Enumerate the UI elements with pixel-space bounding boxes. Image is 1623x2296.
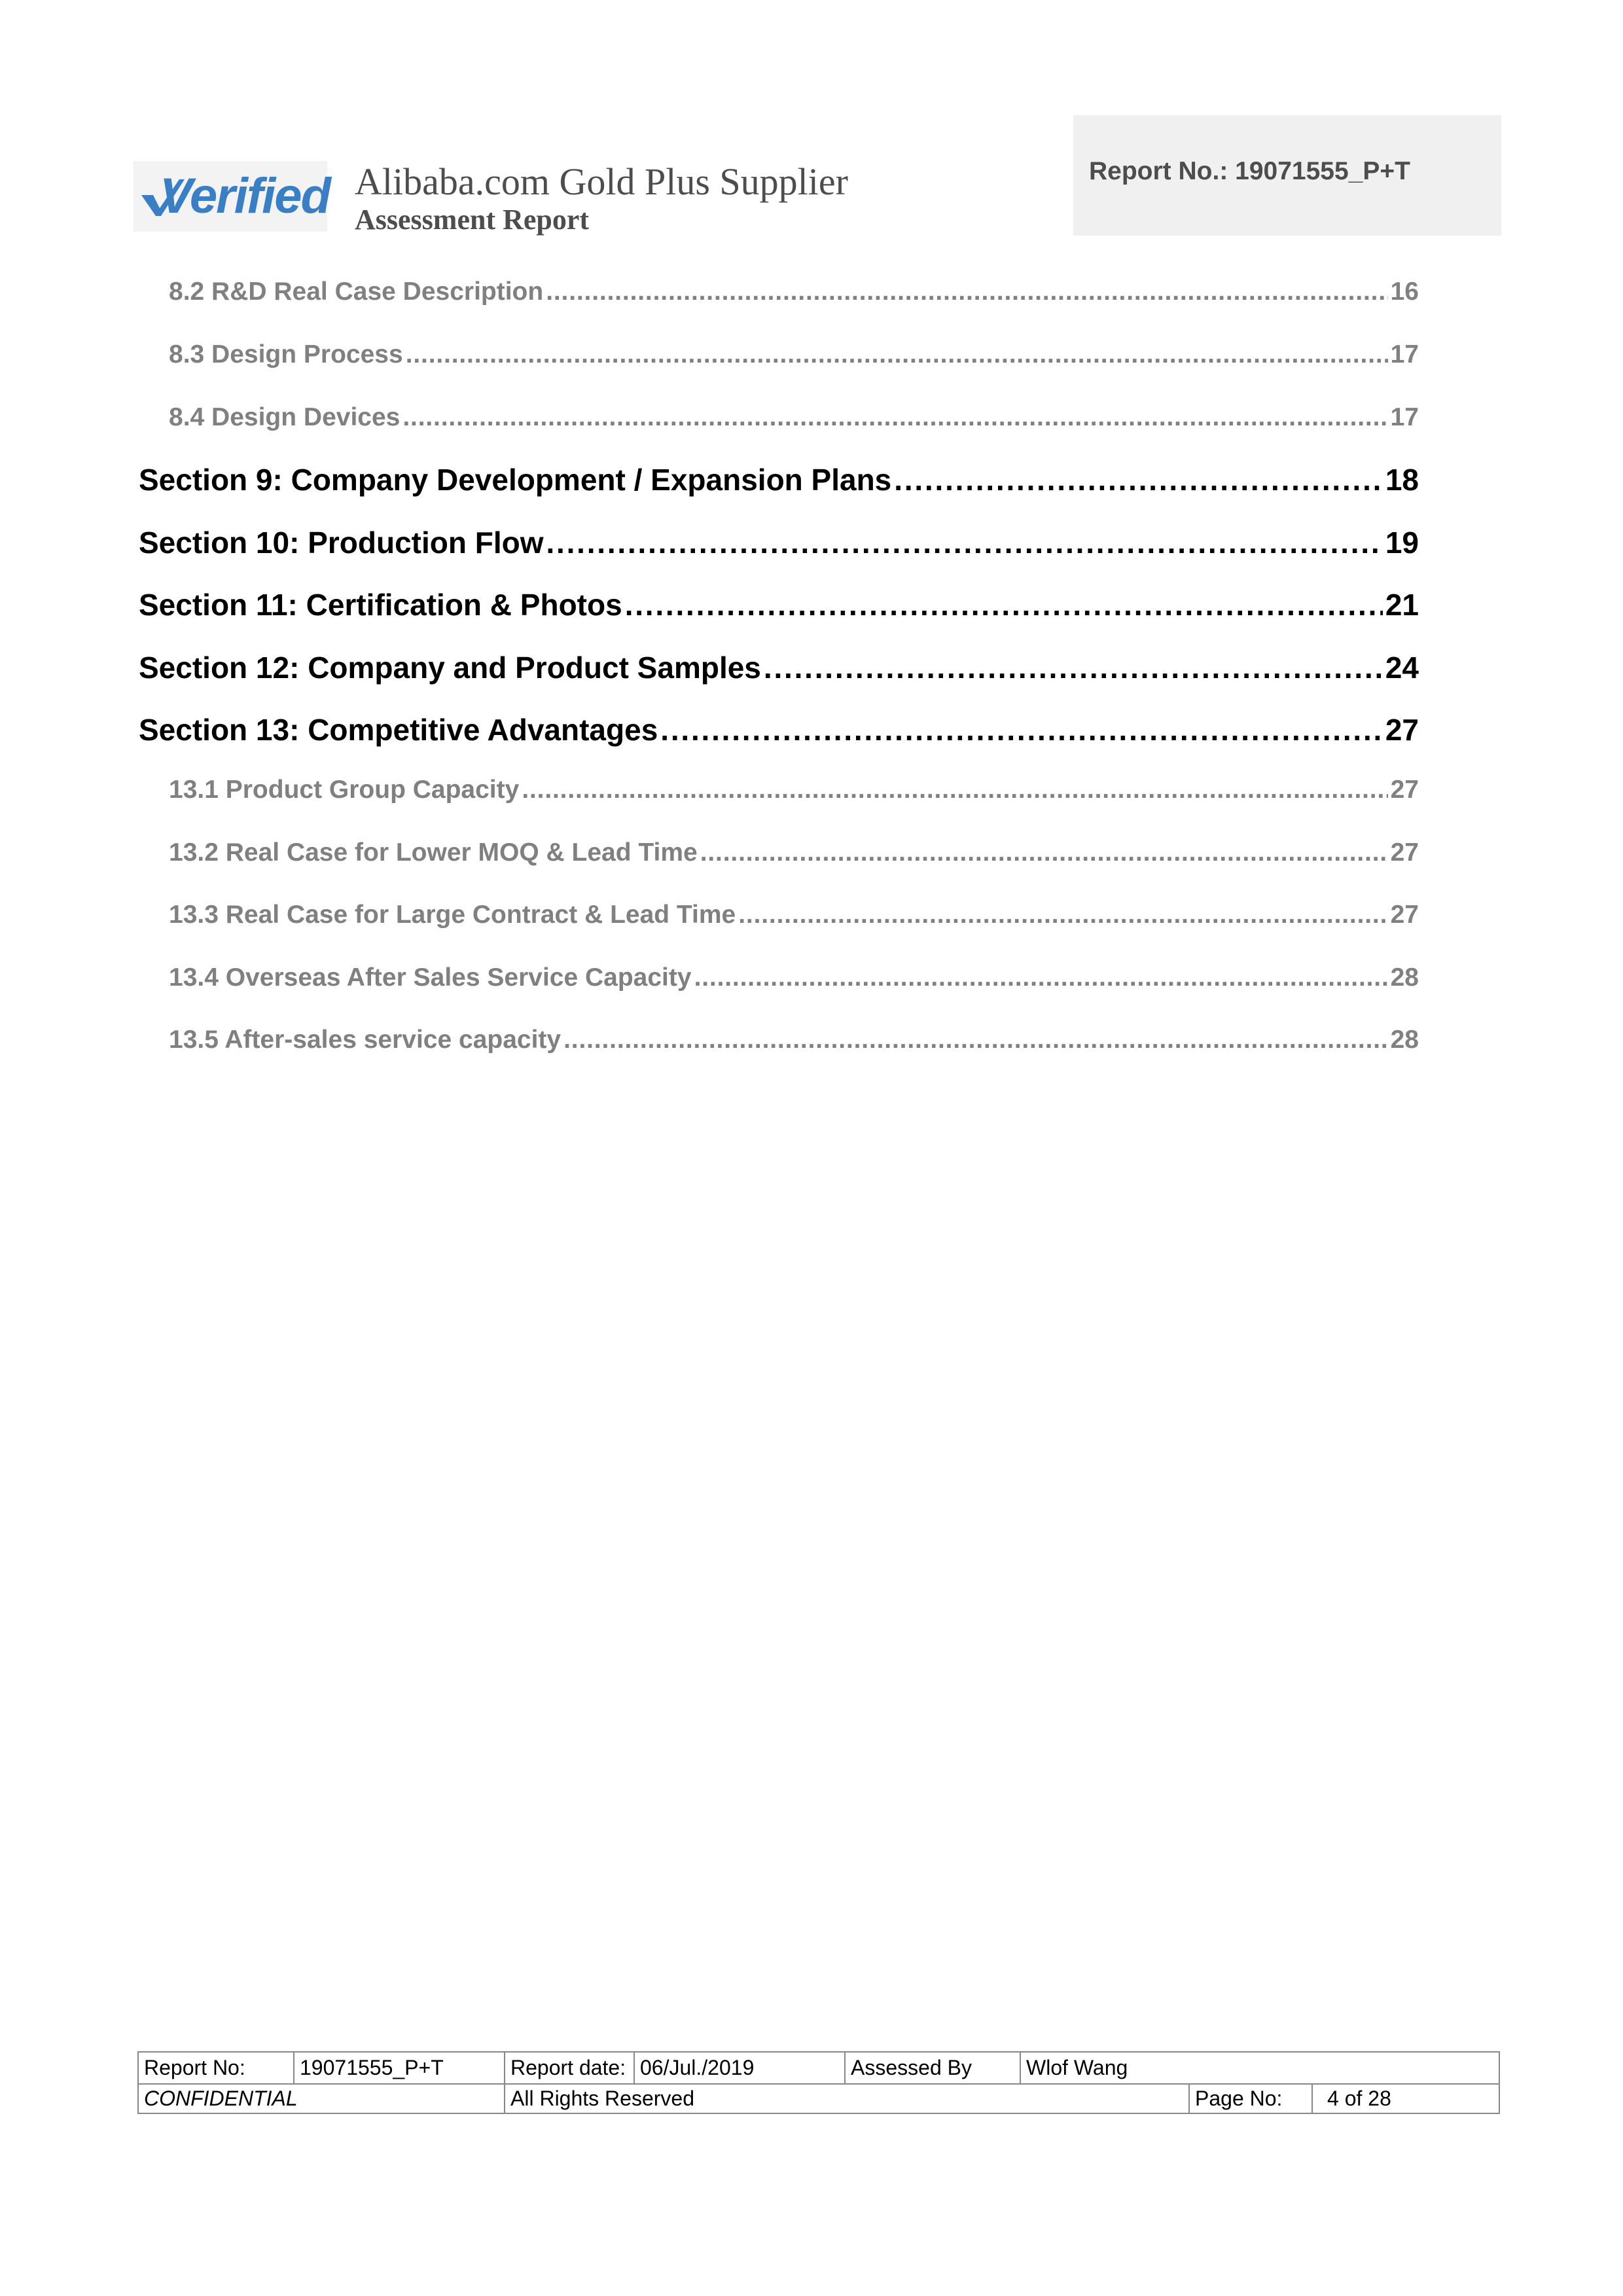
assessed-by-label: Assessed By — [844, 2053, 1020, 2083]
leader-dots — [522, 776, 1387, 804]
leader-dots — [700, 838, 1388, 867]
toc-entry-title: 13.1 Product Group Capacity — [169, 776, 520, 804]
toc-entry-13-4[interactable] — [169, 963, 1419, 992]
toc-entry-title: Section 11: Certification & Photos — [139, 588, 622, 622]
toc-entry-section-9[interactable] — [139, 462, 1419, 497]
report-no-value: 19071555_P+T — [293, 2053, 504, 2083]
toc-entry-13-5[interactable] — [169, 1026, 1419, 1054]
toc-entry-section-10[interactable] — [139, 525, 1419, 560]
toc-entry-title: 13.2 Real Case for Lower MOQ & Lead Time — [169, 838, 698, 867]
footer-table — [137, 2051, 1500, 2114]
toc-entry-title: 8.3 Design Process — [169, 340, 403, 368]
leader-dots — [694, 963, 1388, 992]
toc-entry-page: 28 — [1390, 1026, 1419, 1054]
toc-entry-8-3[interactable] — [169, 340, 1419, 369]
leader-dots — [563, 1026, 1387, 1054]
toc-entry-page: 21 — [1385, 588, 1419, 622]
toc-entry-section-13[interactable] — [139, 712, 1419, 747]
toc-entry-page: 18 — [1385, 463, 1419, 497]
report-date-label: Report date: — [504, 2053, 633, 2083]
toc-entry-page: 17 — [1390, 340, 1419, 368]
leader-dots — [625, 587, 1383, 622]
toc-entry-title: Section 13: Competitive Advantages — [139, 713, 658, 747]
leader-dots — [546, 278, 1387, 306]
toc-entry-page: 17 — [1390, 403, 1419, 431]
toc-entry-page: 24 — [1385, 651, 1419, 685]
toc-entry-section-12[interactable] — [139, 650, 1419, 685]
toc-entry-title: 13.3 Real Case for Large Contract & Lead Time — [169, 901, 736, 929]
confidential-label: CONFIDENTIAL — [144, 2087, 298, 2110]
toc-entry-title: 8.2 R&D Real Case Description — [169, 278, 544, 306]
leader-dots — [402, 403, 1387, 432]
toc-entry-title: 13.4 Overseas After Sales Service Capacity — [169, 963, 692, 992]
verified-logo — [134, 161, 330, 232]
leader-dots — [546, 525, 1382, 560]
toc-entry-page: 27 — [1385, 713, 1419, 747]
toc-entry-title: Section 10: Production Flow — [139, 526, 544, 560]
toc-entry-13-3[interactable] — [169, 901, 1419, 929]
toc-entry-page: 27 — [1390, 838, 1419, 867]
page-no-value: 4 of 28 — [1311, 2083, 1499, 2114]
toc-entry-title: Section 9: Company Development / Expansion Plans — [139, 463, 892, 497]
toc-entry-page: 28 — [1390, 963, 1419, 992]
report-no-label: Report No: — [144, 2056, 245, 2079]
header-title: Alibaba.com Gold Plus Supplier — [355, 160, 848, 203]
logo-text: Verified — [160, 168, 330, 224]
toc-entry-13-2[interactable] — [169, 838, 1419, 867]
toc-entry-8-4[interactable] — [169, 403, 1419, 432]
toc-entry-title: 13.5 After-sales service capacity — [169, 1026, 562, 1054]
toc-entry-page: 19 — [1385, 526, 1419, 560]
report-number: Report No.: 19071555_P+T — [1089, 157, 1410, 185]
toc-entry-title: 8.4 Design Devices — [169, 403, 401, 431]
toc-entry-8-2[interactable] — [169, 278, 1419, 306]
header-subtitle: Assessment Report — [355, 204, 590, 236]
toc-entry-page: 27 — [1390, 901, 1419, 929]
assessed-by-value: Wlof Wang — [1020, 2053, 1499, 2083]
leader-dots — [764, 650, 1383, 685]
page-no-label: Page No: — [1188, 2083, 1311, 2114]
footer-row-2 — [139, 2083, 1499, 2114]
footer-row-1 — [139, 2053, 1499, 2085]
toc-entry-section-11[interactable] — [139, 587, 1419, 622]
report-date-value: 06/Jul./2019 — [633, 2053, 844, 2083]
leader-dots — [406, 340, 1388, 369]
rights-label: All Rights Reserved — [504, 2083, 1188, 2114]
toc-entry-title: Section 12: Company and Product Samples — [139, 651, 761, 685]
toc-entry-page: 27 — [1390, 776, 1419, 804]
leader-dots — [894, 462, 1383, 497]
toc-entry-page: 16 — [1390, 278, 1419, 306]
leader-dots — [660, 712, 1383, 747]
leader-dots — [738, 901, 1387, 929]
toc-entry-13-1[interactable] — [169, 776, 1419, 804]
report-number-box — [1073, 115, 1501, 236]
